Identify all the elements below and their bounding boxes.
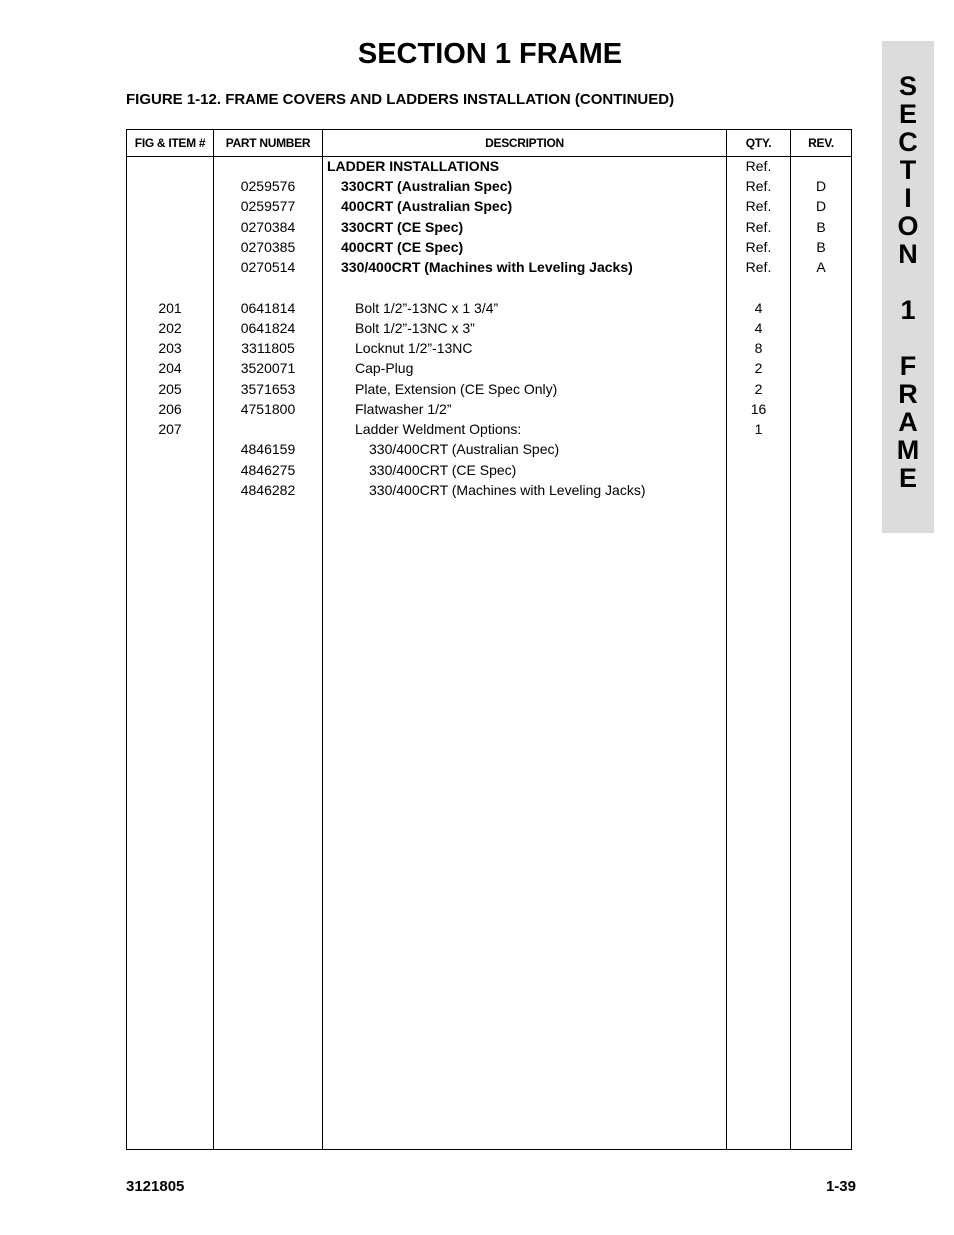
table-row (127, 257, 851, 277)
part-number: 0259577 (240, 198, 296, 214)
part-number: 0259576 (240, 178, 296, 194)
side-tab-letter: I (904, 183, 912, 213)
table-row (127, 237, 851, 257)
part-number: 4751800 (240, 401, 296, 417)
part-number: 0270514 (240, 259, 296, 275)
description: Flatwasher 1/2” (355, 401, 452, 417)
description: 400CRT (Australian Spec) (341, 198, 513, 214)
side-tab-letter: N (898, 239, 918, 269)
item-number: 202 (158, 320, 182, 336)
description: 330/400CRT (Machines with Leveling Jacks) (341, 259, 633, 275)
item-number: 206 (158, 401, 182, 417)
col-header-description: DESCRIPTION (485, 136, 564, 150)
part-number: 0270384 (240, 219, 296, 235)
quantity: Ref. (745, 239, 772, 255)
col-header-rev: REV. (808, 136, 834, 150)
side-tab-letter: E (898, 99, 917, 129)
description: Locknut 1/2”-13NC (355, 340, 473, 356)
revision: D (815, 178, 827, 194)
description: LADDER INSTALLATIONS (327, 158, 500, 174)
table-row (127, 379, 851, 399)
part-number: 4846275 (240, 462, 296, 478)
side-tab-letter: R (898, 379, 918, 409)
side-tab-letters (882, 72, 934, 492)
part-number: 0641814 (240, 300, 296, 316)
side-tab-letter: C (898, 127, 918, 157)
table-row (127, 176, 851, 196)
description: Bolt 1/2”-13NC x 1 3/4” (355, 300, 499, 316)
col-header-qty: QTY. (745, 136, 772, 150)
part-number: 4846282 (240, 482, 296, 498)
description: 330CRT (CE Spec) (341, 219, 464, 235)
quantity: 4 (754, 300, 763, 316)
table-row (127, 156, 851, 176)
part-number: 3311805 (241, 340, 295, 356)
description: 330/400CRT (Australian Spec) (369, 441, 560, 457)
description: 330/400CRT (Machines with Leveling Jacks) (369, 482, 646, 498)
quantity: Ref. (745, 178, 772, 194)
item-number: 205 (158, 381, 182, 397)
description: 400CRT (CE Spec) (341, 239, 464, 255)
quantity: 8 (754, 340, 763, 356)
revision: A (816, 259, 826, 275)
description: Cap-Plug (355, 360, 414, 376)
table-row (127, 318, 851, 338)
figure-title: FIGURE 1-12. FRAME COVERS AND LADDERS INSTALLATION (CONTINUED) (126, 91, 675, 108)
quantity: Ref. (745, 219, 772, 235)
table-row (127, 480, 851, 500)
item-number: 204 (158, 360, 182, 376)
description: Bolt 1/2”-13NC x 3” (355, 320, 475, 336)
side-tab-letter (882, 324, 934, 352)
revision: B (816, 219, 826, 235)
table-row (127, 298, 851, 318)
quantity: Ref. (745, 158, 772, 174)
column-divider (790, 130, 791, 1149)
parts-table (126, 129, 852, 1150)
part-number: 4846159 (240, 441, 296, 457)
description: Ladder Weldment Options: (355, 421, 522, 437)
side-tab-letter: O (897, 211, 919, 241)
description: 330/400CRT (CE Spec) (369, 462, 517, 478)
quantity: 4 (754, 320, 763, 336)
table-row (127, 338, 851, 358)
part-number: 3520071 (240, 360, 296, 376)
column-divider (322, 130, 323, 1149)
item-number: 201 (158, 300, 182, 316)
column-divider (213, 130, 214, 1149)
side-tab-letter (882, 268, 934, 296)
quantity: 2 (754, 360, 763, 376)
quantity: 16 (750, 401, 767, 417)
side-tab-letter: F (899, 351, 917, 381)
side-tab-letter: M (896, 435, 920, 465)
side-tab-letter: S (898, 71, 917, 101)
item-number: 203 (158, 340, 182, 356)
side-tab-letter: A (898, 407, 918, 437)
table-row (127, 217, 851, 237)
side-tab-letter: 1 (900, 295, 916, 325)
part-number: 0270385 (240, 239, 296, 255)
table-row (127, 358, 851, 378)
table-row (127, 399, 851, 419)
quantity: 1 (754, 421, 763, 437)
description: Plate, Extension (CE Spec Only) (355, 381, 558, 397)
section-title: SECTION 1 FRAME (357, 38, 623, 70)
description: 330CRT (Australian Spec) (341, 178, 513, 194)
revision: D (815, 198, 827, 214)
table-row (127, 439, 851, 459)
section-side-tab (882, 41, 934, 533)
page-number: 1-39 (825, 1178, 856, 1195)
item-number: 207 (158, 421, 182, 437)
quantity: Ref. (745, 259, 772, 275)
table-row (127, 196, 851, 216)
col-header-part: PART NUMBER (225, 136, 311, 150)
side-tab-letter: T (899, 155, 917, 185)
quantity: Ref. (745, 198, 772, 214)
column-divider (726, 130, 727, 1149)
table-row (127, 419, 851, 439)
quantity: 2 (754, 381, 763, 397)
col-header-item: FIG & ITEM # (134, 136, 206, 150)
table-row (127, 460, 851, 480)
part-number: 0641824 (240, 320, 296, 336)
part-number: 3571653 (240, 381, 296, 397)
side-tab-letter: E (898, 463, 917, 493)
revision: B (816, 239, 826, 255)
document-number: 3121805 (126, 1178, 185, 1195)
